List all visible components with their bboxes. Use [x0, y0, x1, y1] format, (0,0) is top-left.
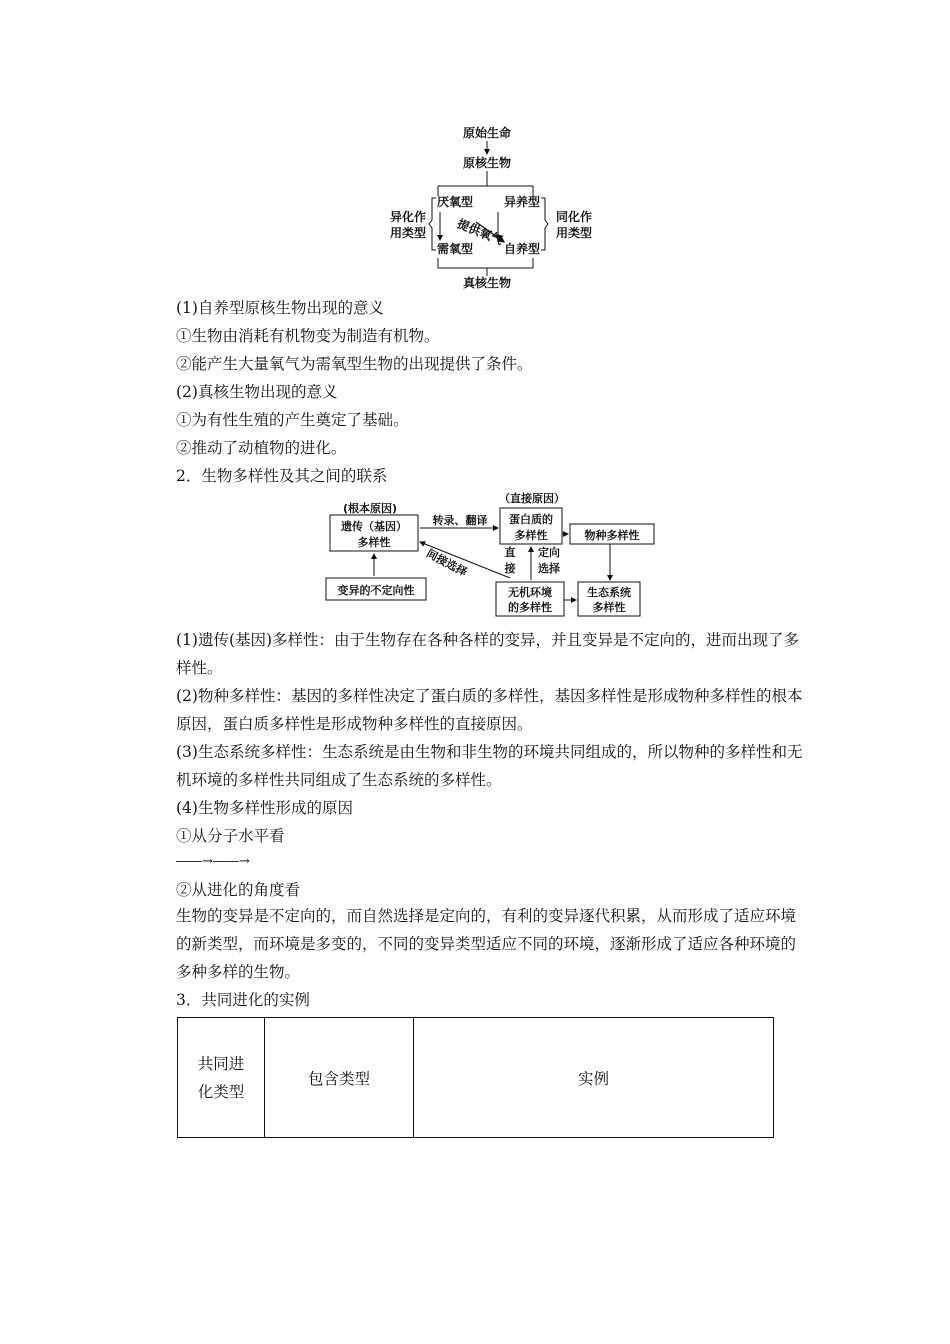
section1-line-5: ①为有性生殖的产生奠定了基础。	[176, 411, 409, 429]
table-row	[178, 1018, 774, 1138]
ecosystem-diversity-label-1: 生态系统	[587, 586, 631, 599]
section2-line-7: ②从进化的角度看	[176, 881, 301, 899]
protein-diversity-label-1: 蛋白质的	[509, 513, 553, 526]
aerobic-label: 需氧型	[436, 242, 474, 256]
table-header-included-types: 包含类型	[265, 1018, 414, 1138]
environment-diversity-label-2: 的多样性	[508, 601, 552, 614]
catabolism-type-label-1: 异化作	[389, 210, 427, 224]
prokaryote-label: 原核生物	[462, 156, 512, 170]
molecular-arrow-chain: ――→――→	[176, 854, 250, 869]
direct-label-1: 直	[504, 546, 516, 559]
section2-paragraph-8: 生物的变异是不定向的，而自然选择是定向的，有利的变异逐代积累，从而形成了适应环境的新类型，而环境是多变的，不同的变异类型适应不同的环境，逐渐形成了适应各种环境的多种多样的生物。	[176, 907, 797, 981]
table-header-examples: 实例	[414, 1018, 774, 1138]
catabolism-type-label-2: 用类型	[389, 226, 427, 240]
directional-selection-label-2: 选择	[538, 562, 560, 575]
evolution-diagram	[380, 118, 610, 298]
section1-line-6: ②推动了动植物的进化。	[176, 439, 347, 457]
gene-diversity-label-2: 多样性	[357, 536, 391, 549]
oxygen-supply-label: 提供氧气	[455, 216, 505, 248]
anabolism-type-label-1: 同化作	[555, 210, 593, 224]
transcription-translation-label: 转录、翻译	[432, 514, 488, 527]
indirect-selection-label: 间接选择	[424, 546, 470, 579]
direct-cause-label: （直接原因）	[499, 492, 565, 505]
autotrophic-label: 自养型	[503, 242, 541, 256]
eukaryote-label: 真核生物	[462, 276, 512, 290]
section1-line-2: ①生物由消耗有机物变为制造有机物。	[176, 327, 440, 345]
table-header-type-line-1: 共同进	[197, 1054, 245, 1073]
section2-paragraph-1: (1)遗传(基因)多样性：由于生物存在各种各样的变异，并且变异是不定向的，进而出现了多样性。	[176, 631, 800, 677]
species-diversity-label: 物种多样性	[584, 529, 640, 542]
section1-line-3: ②能产生大量氧气为需氧型生物的出现提供了条件。	[176, 355, 533, 373]
ecosystem-diversity-label-2: 多样性	[592, 601, 626, 614]
section1-line-4: (2)真核生物出现的意义	[176, 383, 338, 401]
section2-line-5: ①从分子水平看	[176, 827, 285, 845]
section2-paragraph-3: (3)生态系统多样性：生态系统是由生物和非生物的环境共同组成的，所以物种的多样性和无机环境的多样性共同组成了生态系统的多样性。	[176, 743, 803, 789]
gene-diversity-label-1: 遗传（基因）	[341, 520, 407, 533]
environment-diversity-label-1: 无机环境	[508, 586, 552, 599]
section2-line-4: (4)生物多样性形成的原因	[176, 799, 353, 817]
section-heading-2: 2．生物多样性及其之间的联系	[176, 467, 388, 485]
heterotrophic-label: 异养型	[503, 195, 541, 209]
section-heading-3: 3．共同进化的实例	[176, 991, 310, 1009]
table-header-type	[178, 1018, 265, 1138]
anaerobic-label: 厌氧型	[436, 195, 474, 209]
directional-selection-label-1: 定向	[538, 546, 560, 559]
biodiversity-diagram	[320, 490, 660, 620]
variation-undirected-label: 变异的不定向性	[337, 584, 415, 597]
protein-diversity-label-2: 多样性	[514, 529, 548, 542]
section1-line-1: (1)自养型原核生物出现的意义	[176, 299, 384, 317]
section2-paragraph-2: (2)物种多样性：基因的多样性决定了蛋白质的多样性，基因多样性是形成物种多样性的根本原因，蛋白质多样性是形成物种多样性的直接原因。	[176, 687, 803, 733]
direct-label-2: 接	[504, 562, 516, 575]
table-header-type-line-2: 化类型	[197, 1082, 245, 1101]
root-cause-label: (根本原因)	[342, 502, 398, 515]
anabolism-type-label-2: 用类型	[555, 226, 593, 240]
primitive-life-label: 原始生命	[462, 126, 512, 140]
coevolution-table	[177, 1017, 774, 1138]
